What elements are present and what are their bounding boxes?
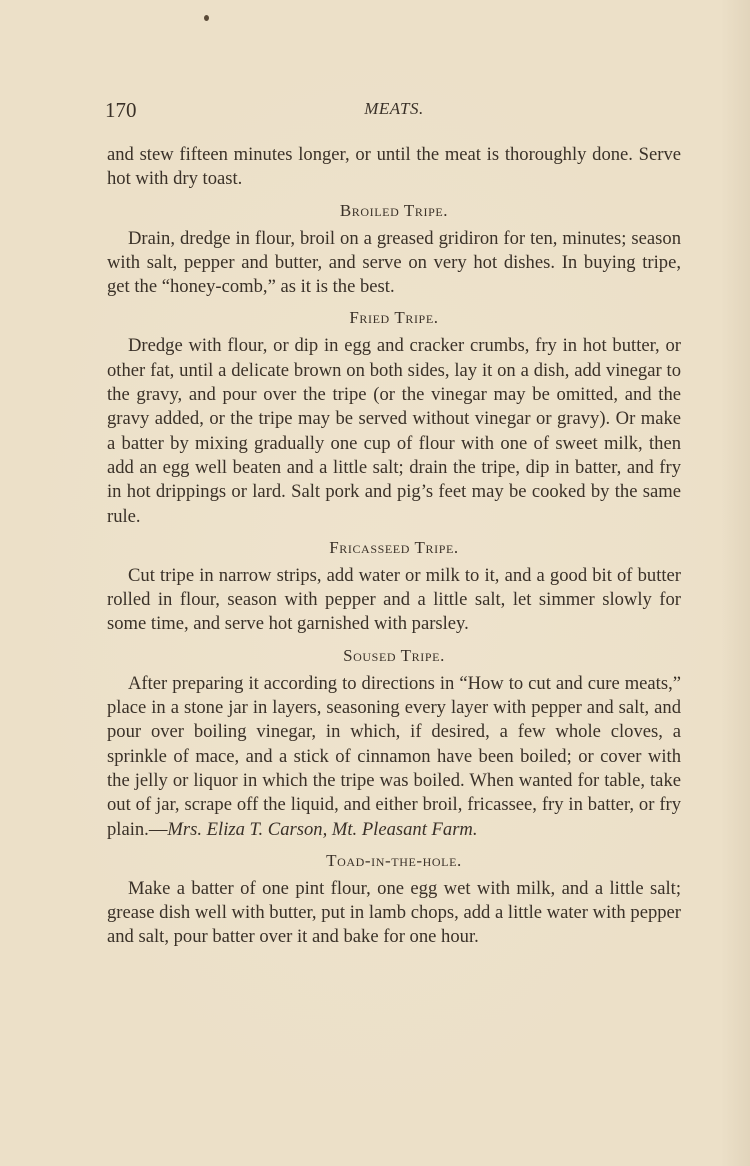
heading-broiled-tripe: Broiled Tripe. (339, 200, 449, 220)
heading-soused-tripe: Soused Tripe. (343, 645, 445, 665)
paragraph-soused-tripe (107, 672, 681, 842)
running-head (105, 98, 683, 122)
paragraph-fried-tripe: Dredge with flour, or dip in egg and cracker crumbs, fry in hot butter, or other fat, until a delicate brown on both sides, lay it on a dish, add vinegar to the gravy, and pour over the tripe (or the vinegar may be omitted, and the gravy added, or the tripe may be served without vinegar or gravy). Or make a batter by mixing gradually one cup of flour with one of sweet milk, then add an egg well beaten and a little salt; drain the tripe, dip in batter, and fry in hot drippings or lard. Salt pork and pig’s feet may be cooked by the same rule. (107, 335, 681, 527)
ink-speck (204, 15, 209, 21)
paragraph-broiled-tripe: Drain, dredge in flour, broil on a greased gridiron for ten, minutes; season with salt, pepper and butter, and serve on very hot dishes. In buying tripe, get the “honey-comb,” as it is the best. (107, 227, 681, 298)
continuation-paragraph: and stew fifteen minutes longer, or until the meat is thoroughly done. Serve hot with dry toast. (107, 144, 681, 190)
paragraph-toad-in-the-hole: Make a batter of one pint flour, one egg wet with milk, and a little salt; grease dish well with butter, put in lamb chops, add a little water with pepper and salt, pour batter over it and bake for one hour. (107, 877, 681, 948)
attribution: Mrs. Eliza T. Carson, Mt. Pleasant Farm. (167, 818, 478, 840)
page-number: 170 (105, 98, 137, 122)
heading-toad-in-the-hole: Toad-in-the-hole. (326, 850, 462, 870)
heading-fried-tripe: Fried Tripe. (349, 308, 439, 328)
page-body (107, 143, 681, 950)
soused-tripe-text: After preparing it according to directions in “How to cut and cure meats,” place in a stone jar in layers, seasoning every layer with pepper and salt, and pour over boiling vinegar, in which, if desired, a few whole cloves, a sprinkle of mace, and a stick of cinnamon have been boiled; or cover with the jelly or liquor in which the tripe was boiled. When wanted for table, take out of jar, scrape off the liquid, and either broil, fricassee, fry in batter, or fry plain.— (107, 672, 681, 840)
heading-fricasseed-tripe: Fricasseed Tripe. (329, 537, 459, 557)
running-title: MEATS. (364, 99, 424, 118)
paragraph-fricasseed-tripe: Cut tripe in narrow strips, add water or milk to it, and a good bit of butter rolled in flour, season with pepper and a little salt, let simmer slowly for some time, and serve hot garnished with parsley. (107, 564, 681, 635)
